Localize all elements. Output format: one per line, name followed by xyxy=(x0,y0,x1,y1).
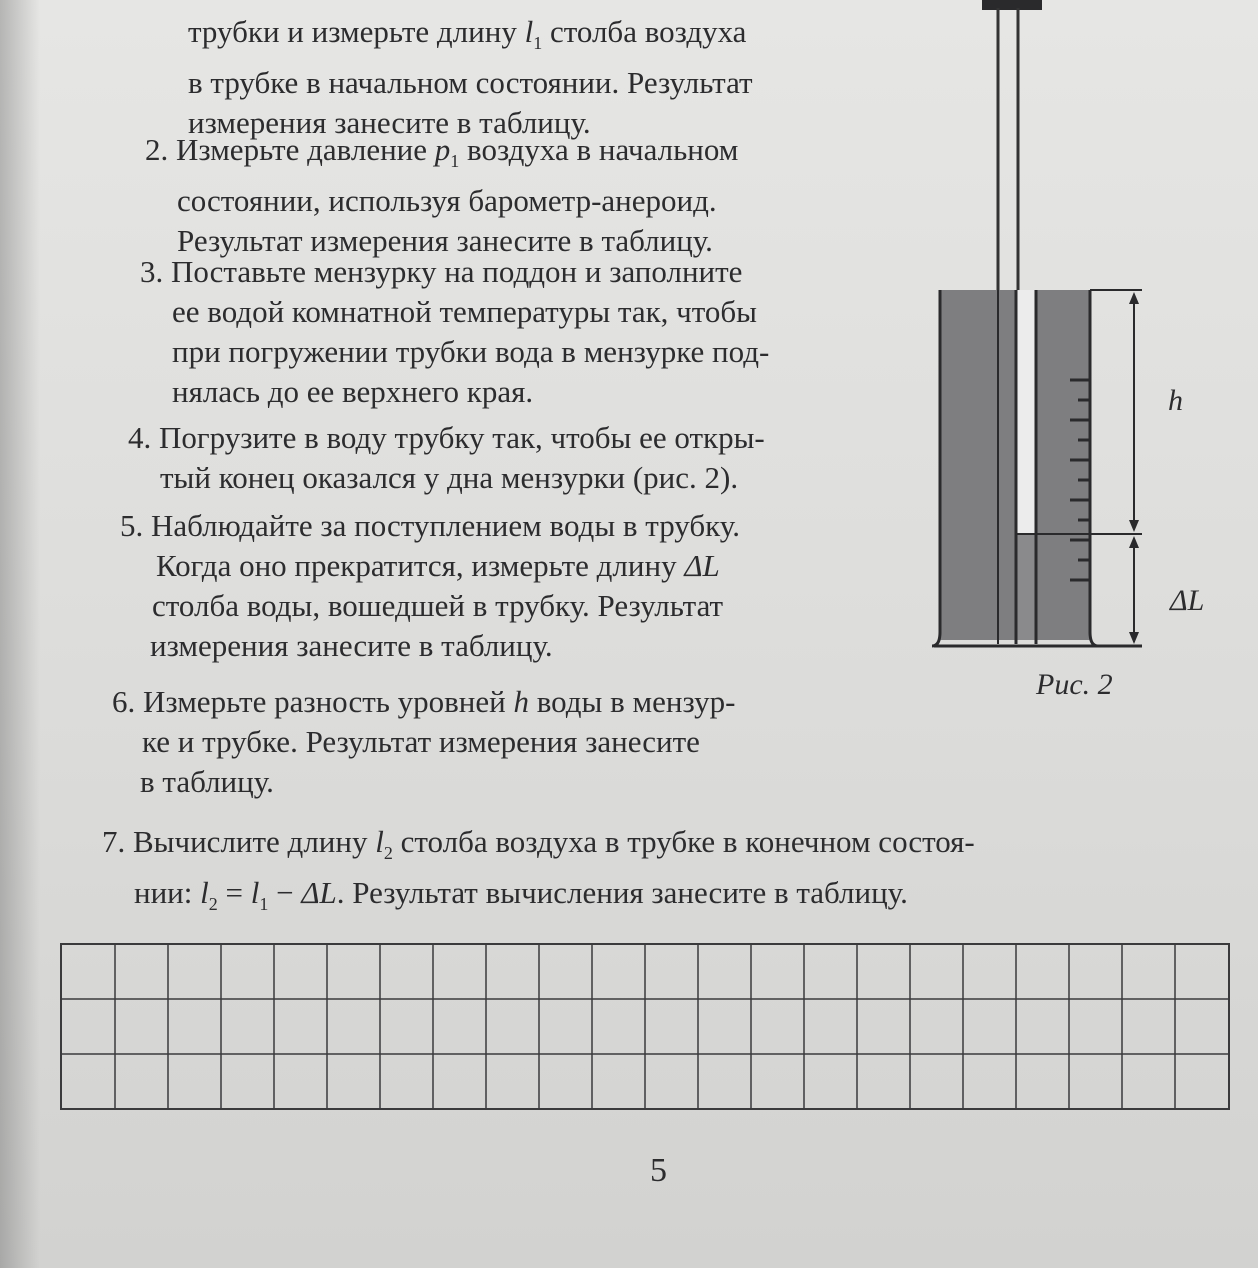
item-5-line-2: Когда оно прекратится, измерьте длину ΔL xyxy=(156,548,720,583)
label-h: h xyxy=(1168,384,1183,417)
item-1 xyxy=(188,12,753,143)
label-delta-l: ΔL xyxy=(1170,584,1205,617)
item-6-line-1: 6. Измерьте разность уровней h воды в мензур- xyxy=(112,684,736,719)
item-3 xyxy=(140,252,769,412)
item-5-line-4: измерения занесите в таблицу. xyxy=(150,628,553,663)
item-7 xyxy=(102,822,975,924)
item-4-line-1: 4. Погрузите в воду трубку так, чтобы ее откры- xyxy=(128,420,765,455)
page-shadow xyxy=(0,0,40,1268)
tube-water-column xyxy=(1016,534,1036,640)
item-7-line-1: 7. Вычислите длину $l_2$ столба воздуха в трубке в конечном состоя- xyxy=(102,824,975,864)
item-5-line-3: столба воды, вошедшей в трубку. Результат xyxy=(152,588,724,623)
item-5-line-1: 5. Наблюдайте за поступлением воды в трубку. xyxy=(120,508,740,543)
item-1-line-2: трубки и измерьте длину $l_1$ столба воздуха xyxy=(188,14,747,54)
item-2 xyxy=(145,130,738,261)
item-3-line-2: ее водой комнатной температуры так, чтобы xyxy=(172,294,757,329)
tube-clamp xyxy=(982,0,1042,10)
item-7-line-2: нии: $l_2 = l_1 - \Delta L$. Результат вычисления занесите в таблицу. xyxy=(134,875,908,915)
figure-caption: Рис. 2 xyxy=(1036,668,1113,701)
item-6-line-2: ке и трубке. Результат измерения занесите xyxy=(142,724,700,759)
item-2-line-2: состоянии, используя барометр-анероид. xyxy=(177,183,717,219)
item-3-line-1: 3. Поставьте мензурку на поддон и заполните xyxy=(140,254,743,289)
figure-2 xyxy=(930,0,1230,720)
item-3-line-3: при погружении трубки вода в мензурке под- xyxy=(172,334,770,369)
results-table xyxy=(60,943,1230,1110)
tube-in-beaker-diagram xyxy=(930,0,1230,720)
item-6-line-3: в таблицу. xyxy=(140,764,274,799)
item-6 xyxy=(112,682,735,802)
page-number: 5 xyxy=(650,1152,667,1189)
item-4 xyxy=(128,418,765,498)
item-3-line-4: нялась до ее верхнего края. xyxy=(172,374,534,409)
item-4-line-2: тый конец оказался у дна мензурки (рис. 2). xyxy=(160,460,739,495)
item-1-line-4: измерения занесите в таблицу. xyxy=(188,105,591,141)
item-5 xyxy=(120,506,740,666)
table-grid-lines xyxy=(62,945,1228,1108)
item-1-line-3: в трубке в начальном состоянии. Результат xyxy=(188,65,753,101)
tube-air-column xyxy=(1016,290,1036,534)
item-2-line-3: Результат измерения занесите в таблицу. xyxy=(177,223,713,259)
item-2-line-1: 2. Измерьте давление $p_1$ воздуха в начальном xyxy=(145,132,739,172)
